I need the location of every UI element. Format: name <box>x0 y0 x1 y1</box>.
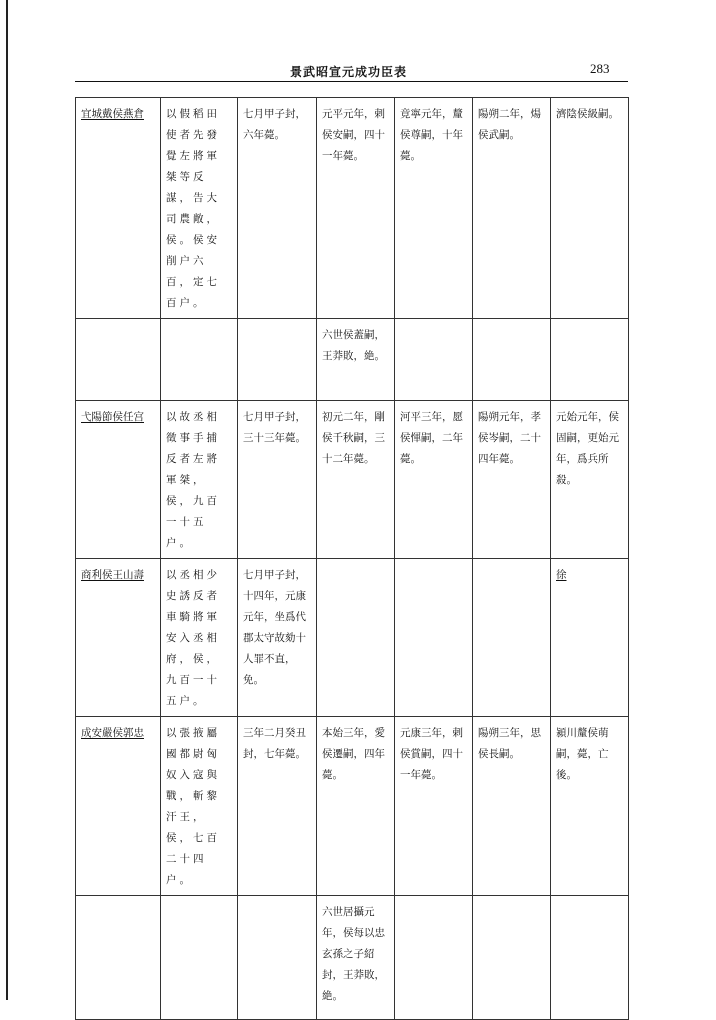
empty-cell <box>395 896 473 1020</box>
col5-cell: 元康三年，剌侯賞嗣，四十一年薨。 <box>395 717 473 896</box>
table-row <box>76 559 629 717</box>
page-number: 283 <box>590 61 610 76</box>
empty-cell <box>395 319 473 401</box>
col5-cell: 河平三年，愿侯惲嗣，二年薨。 <box>395 401 473 559</box>
col4-cell: 六世侯蓋嗣，王莽敗，絶。 <box>317 319 395 401</box>
empty-cell <box>473 559 551 717</box>
col4-cell: 六世居攝元年，侯每以忠玄孫之子紹封，王莽敗，絶。 <box>317 896 395 1020</box>
reason-cell: 以張掖屬國都尉匈奴入寇與戰，斬黎汗王，侯，七百二十四户。 <box>161 717 238 896</box>
col7-cell: 潁川釐侯萌嗣，薨，亡後。 <box>551 717 629 896</box>
empty-cell <box>317 559 395 717</box>
recipient-cell: 成安嚴侯郭忠 <box>76 717 161 896</box>
col3-cell: 七月甲子封，三十三年薨。 <box>238 401 317 559</box>
page-edge-shadow <box>6 0 8 1000</box>
table-row <box>76 401 629 559</box>
empty-cell <box>161 896 238 1020</box>
reason-cell: 以故丞相徵事手捕反者左將軍桀，侯，九百一十五户。 <box>161 401 238 559</box>
merit-table <box>75 97 629 1020</box>
recipient-cell: 商利侯王山壽 <box>76 559 161 717</box>
col4-cell: 初元二年，剛侯千秋嗣，三十二年薨。 <box>317 401 395 559</box>
col7-cell: 徐 <box>551 559 629 717</box>
col3-cell: 三年二月癸丑封，七年薨。 <box>238 717 317 896</box>
empty-cell <box>238 319 317 401</box>
header-rule <box>75 81 628 82</box>
col3-cell: 七月甲子封，十四年，元康元年，坐爲代郡太守故劾十人罪不直，免。 <box>238 559 317 717</box>
empty-cell <box>473 896 551 1020</box>
col7-cell: 濟陰侯級嗣。 <box>551 98 629 319</box>
empty-cell <box>161 319 238 401</box>
empty-cell <box>473 319 551 401</box>
empty-cell <box>76 319 161 401</box>
recipient-cell: 宜城戴侯燕倉 <box>76 98 161 319</box>
table-row <box>76 717 629 896</box>
col6-cell: 陽朔元年，孝侯岑嗣，二十四年薨。 <box>473 401 551 559</box>
reason-cell: 以假稻田使者先發覺左將軍桀等反謀，告大司農敞，侯。侯安削户六百，定七百户。 <box>161 98 238 319</box>
empty-cell <box>551 896 629 1020</box>
col6-cell: 陽朔三年，思侯長嗣。 <box>473 717 551 896</box>
reason-cell: 以丞相少史誘反者車騎將軍安入丞相府，侯，九百一十五户。 <box>161 559 238 717</box>
table-row <box>76 319 629 401</box>
table-row <box>76 896 629 1020</box>
col5-cell: 竟寧元年，釐侯尊嗣，十年薨。 <box>395 98 473 319</box>
table-row <box>76 98 629 319</box>
running-header-title: 景武昭宣元成功臣表 <box>290 65 408 79</box>
empty-cell <box>76 896 161 1020</box>
col3-cell: 七月甲子封，六年薨。 <box>238 98 317 319</box>
empty-cell <box>238 896 317 1020</box>
col4-cell: 本始三年，愛侯遷嗣，四年薨。 <box>317 717 395 896</box>
recipient-cell: 弋陽節侯任宫 <box>76 401 161 559</box>
col4-cell: 元平元年，剌侯安嗣，四十一年薨。 <box>317 98 395 319</box>
empty-cell <box>551 319 629 401</box>
col6-cell: 陽朔二年，煬侯武嗣。 <box>473 98 551 319</box>
col7-cell: 元始元年，侯固嗣，更始元年，爲兵所殺。 <box>551 401 629 559</box>
empty-cell <box>395 559 473 717</box>
